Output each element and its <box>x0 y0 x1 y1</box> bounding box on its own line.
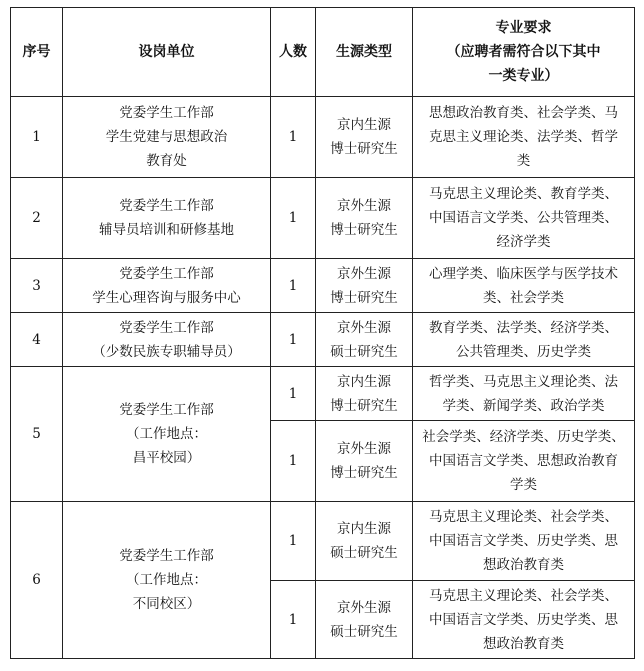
row-count: 1 <box>271 581 316 659</box>
table-row <box>11 178 635 259</box>
row-count: 1 <box>271 178 316 259</box>
row-majors <box>413 421 635 502</box>
row-index: 5 <box>11 367 63 502</box>
table-row <box>11 313 635 367</box>
row-source <box>316 97 413 178</box>
table-row <box>11 259 635 313</box>
majors-line: 克思主义理论类、法学类、哲学 <box>429 129 618 145</box>
header-unit: 设岗单位 <box>63 8 271 97</box>
row-index: 1 <box>11 97 63 178</box>
source-line: 博士研究生 <box>330 465 398 481</box>
majors-line: 心理学类、临床医学与医学技术 <box>429 265 618 282</box>
header-index: 序号 <box>11 8 63 97</box>
source-line: 京外生源 <box>337 198 391 214</box>
unit-line: 党委学生工作部 <box>119 105 214 121</box>
source-line: 硕士研究生 <box>330 623 398 640</box>
majors-line: 类、社会学类 <box>483 289 564 306</box>
majors-line: 学类 <box>510 477 537 493</box>
unit-line: （工作地点： <box>126 426 207 442</box>
majors-line: 马克思主义理论类、教育学类、 <box>429 186 618 202</box>
unit-line: 党委学生工作部 <box>119 265 214 282</box>
row-source <box>316 259 413 313</box>
row-unit <box>63 97 271 178</box>
row-majors <box>413 367 635 421</box>
row-count: 1 <box>271 313 316 367</box>
row-count: 1 <box>271 502 316 581</box>
header-row <box>11 8 635 97</box>
header-majors <box>413 8 635 97</box>
row-source <box>316 421 413 502</box>
majors-line: 思想政治教育类、社会学类、马 <box>429 105 618 121</box>
row-majors <box>413 313 635 367</box>
row-unit <box>63 313 271 367</box>
row-unit <box>63 502 271 659</box>
source-line: 京外生源 <box>337 319 391 336</box>
unit-line: 党委学生工作部 <box>119 198 214 214</box>
source-line: 硕士研究生 <box>330 343 398 360</box>
row-index: 4 <box>11 313 63 367</box>
unit-line: 学生心理咨询与服务中心 <box>92 289 241 306</box>
row-source <box>316 178 413 259</box>
row-count: 1 <box>271 259 316 313</box>
source-line: 硕士研究生 <box>330 545 398 561</box>
unit-line: 党委学生工作部 <box>119 548 214 564</box>
majors-line: 马克思主义理论类、社会学类、 <box>429 587 618 604</box>
source-line: 博士研究生 <box>330 222 398 238</box>
unit-line: 辅导员培训和研修基地 <box>99 222 234 238</box>
unit-line: 教育处 <box>146 153 187 169</box>
header-majors-line-1: 专业要求 <box>495 20 552 36</box>
majors-line: 哲学类、马克思主义理论类、法 <box>429 373 618 390</box>
row-count: 1 <box>271 367 316 421</box>
unit-line: （少数民族专职辅导员） <box>92 343 241 360</box>
row-majors <box>413 259 635 313</box>
row-index: 6 <box>11 502 63 659</box>
row-unit <box>63 178 271 259</box>
header-count: 人数 <box>271 8 316 97</box>
majors-line: 教育学类、法学类、经济学类、 <box>429 319 618 336</box>
table-row <box>11 367 635 421</box>
row-source <box>316 581 413 659</box>
source-line: 京外生源 <box>337 441 391 457</box>
majors-line: 马克思主义理论类、社会学类、 <box>429 509 618 525</box>
unit-line: 党委学生工作部 <box>119 319 214 336</box>
unit-line: 不同校区） <box>132 596 201 612</box>
row-unit <box>63 259 271 313</box>
majors-line: 想政治教育类 <box>483 557 564 573</box>
source-line: 博士研究生 <box>330 397 398 414</box>
table-row <box>11 502 635 581</box>
majors-line: 社会学类、经济学类、历史学类、 <box>422 429 625 445</box>
majors-line: 公共管理类、历史学类 <box>456 343 591 360</box>
row-majors <box>413 178 635 259</box>
unit-line: 党委学生工作部 <box>119 402 214 418</box>
row-count: 1 <box>271 421 316 502</box>
row-source <box>316 313 413 367</box>
majors-line: 经济学类 <box>496 234 551 250</box>
table-row <box>11 97 635 178</box>
source-line: 京外生源 <box>337 265 391 282</box>
header-source: 生源类型 <box>316 8 413 97</box>
row-unit <box>63 367 271 502</box>
header-majors-line-2: （应聘者需符合以下其中 <box>446 44 601 60</box>
row-count: 1 <box>271 97 316 178</box>
source-line: 博士研究生 <box>330 289 398 306</box>
row-index: 3 <box>11 259 63 313</box>
unit-line: 学生党建与思想政治 <box>105 129 228 145</box>
majors-line: 想政治教育类 <box>483 635 564 652</box>
source-line: 博士研究生 <box>330 141 398 157</box>
majors-line: 中国语言文学类、思想政治教育 <box>429 453 618 469</box>
unit-line: （工作地点： <box>126 572 207 588</box>
majors-line: 中国语言文学类、公共管理类、 <box>429 210 618 226</box>
row-source <box>316 502 413 581</box>
row-source <box>316 367 413 421</box>
source-line: 京内生源 <box>337 373 391 390</box>
positions-table <box>10 7 635 659</box>
source-line: 京内生源 <box>337 521 391 537</box>
row-index: 2 <box>11 178 63 259</box>
row-majors <box>413 581 635 659</box>
majors-line: 中国语言文学类、历史学类、思 <box>429 611 618 628</box>
row-majors <box>413 502 635 581</box>
row-majors <box>413 97 635 178</box>
source-line: 京外生源 <box>337 599 391 616</box>
source-line: 京内生源 <box>337 117 391 133</box>
majors-line: 类 <box>516 153 531 169</box>
unit-line: 昌平校园） <box>132 450 201 466</box>
header-majors-line-3: 一类专业） <box>488 68 559 84</box>
majors-line: 学类、新闻学类、政治学类 <box>442 397 605 414</box>
majors-line: 中国语言文学类、历史学类、思 <box>429 533 618 549</box>
